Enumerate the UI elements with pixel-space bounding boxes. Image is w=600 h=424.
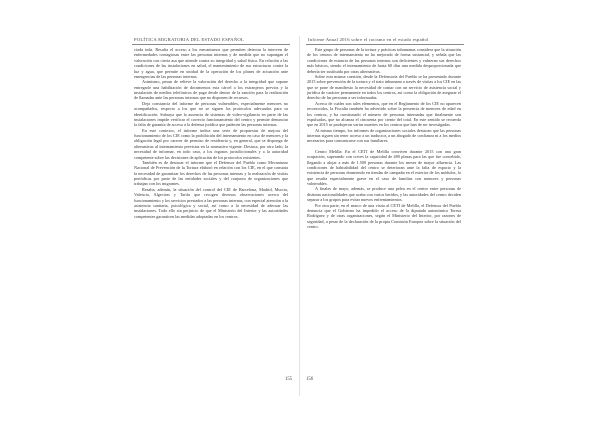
- right-page-number: 156: [306, 377, 314, 382]
- left-page-number: 155: [285, 377, 293, 382]
- right-paragraph: Al mismo tiempo, los informes de organizaciones sociales destacan que las personas internas siguen sin tener acceso a un traductor, a un abogado de confianza ni a los medios necesarios para comunicarse con sus familiares.: [307, 127, 461, 144]
- left-paragraph: También es de destacar el informe que el Defensor del Pueblo como Mecanismo Nacional de Prevención de la Tortura elaboró en relación con los CIE, en el que constata la necesidad de garantizar los derechos de las personas internas y la realización de visitas periódicas por parte de las entidades sociales y del conjunto de organizaciones que trabajan con los migrantes.: [134, 159, 288, 187]
- right-paragraph: Sobre esta misma cuestión, desde la Defensoría del Pueblo se ha presentado durante 2015 sobre prevención de la tortura y el trato inhumano a través de visitas a los CIE en las que se pone de manifiesto la necesidad de contar con un servicio de asistencia social y jurídica de carácter permanente en todos los centros, así como la obligación de asegurar el derecho de las personas a ser informadas.: [307, 73, 461, 101]
- right-body-text: [307, 47, 461, 229]
- left-paragraph: Deja constancia del informe de personas vulnerables, especialmente menores no acompañados, respecto a los que no se siguen los protocolos adecuados para su identificación. Subraya que la ausencia de sistemas de video-vigilancia en parte de las instalaciones impide verificar el correcto funcionamiento del centro y permite denunciar la falta de garantía de acceso a la defensa jurídica que padecen las personas internas.: [134, 100, 288, 128]
- right-paragraph: A finales de mayo, además, se produce una pelea en el centro entre personas de distintas nacionalidades que acaba con varios heridos, y las autoridades del centro deciden separar a los grupos para evitar nuevos enfrentamientos.: [307, 186, 461, 203]
- left-paragraph: Asimismo, pesan de relieve la valoración del derecho a la integridad que supone entregarle una habilitación de documentos esta cárcel a los extranjeros previos y la instalación de medios telefónicos de pago desde dentro de la sanción para la realización de llamadas ante las personas internas que no disponen de recursos.: [134, 79, 288, 101]
- left-paragraph: Resalta, además, la situación del control del CIE de Barcelona, Madrid, Murcia, Valencia, Algeciras y Tarifa que recogen diversas observaciones acerca del funcionamiento y los servicios prestados a las personas internas, con especial atención a la asistencia sanitaria, psicológica y social, así como a la necesidad de adecuar las instalaciones. Todo ello sin perjuicio de que el Ministerio del Interior y las autoridades competentes garanticen las medidas adoptadas en los centros.: [134, 186, 288, 219]
- left-running-head: POLÍTICA MIGRATORIA DEL ESTADO ESPAÑOL: [134, 37, 245, 42]
- right-paragraph: Por otra parte, en el marco de una visita al CETI de Melilla, el Defensor del Pueblo denuncia que el Gobierno ha impedido el acceso de la diputada autonómica Teresa Rodríguez y de otras organizaciones, según el Ministerio del Interior, por razones de seguridad, a pesar de la declaración de la propia Comisión Europea sobre la situación del centro.: [307, 202, 461, 229]
- right-running-head: Informe Anual 2016 sobre el racismo en el estado español: [308, 37, 429, 42]
- left-paragraph: En este contexto, el informe indica una serie de propuestas de mejora del funcionamiento de los CIE como la prohibición del internamiento en caso de menores y la obligación legal por carecer de permiso de residencia y, en general, que se disponga de alternativas al internamiento previstas en la normativa vigente. Destaca, por otro lado, la necesidad de informar, en todo caso, a los órganos jurisdiccionales y a la autoridad competente sobre las decisiones de aplicación de los protocolos existentes.: [134, 127, 288, 160]
- right-paragraph: Centro Melilla: En el CETI de Melilla conviven durante 2015 con una gran ocupación, superando con creces la capacidad de 480 plazas para las que fue concebido, llegando a alojar a más de 1.500 personas durante los meses de mayor afluencia. Las condiciones de habitabilidad del centro se deterioran ante la falta de espacio y la existencia de personas durmiendo en tiendas de campaña en el exterior de los módulos, lo que resulta especialmente grave en el caso de familias con menores y personas vulnerables.: [307, 148, 461, 186]
- left-body-text: [134, 47, 288, 219]
- right-paragraph: Acerca de cuáles son tales elementos, que en el Reglamento de los CIE no aparecen reconocidos, la Fiscalía también ha advertido sobre la presencia de menores de edad en los centros, y ha cuestionado el número de personas internadas que finalmente son expulsadas, que no alcanza el cincuenta por ciento del total. En este sentido se recuerda que en 2015 se produjeron varias muertes en los centros que han de ser investigadas.: [307, 100, 461, 128]
- left-header-rule: [132, 44, 290, 45]
- right-page: [300, 0, 600, 424]
- right-header-rule: [306, 44, 464, 45]
- right-paragraph: Este grupo de personas de la tortura y prácticas inhumanas considera que la situación de los centros de internamiento no ha mejorado de forma sustancial, y señala que las condiciones de estancia de las personas internas son deficientes y vulneran sus derechos más básicos, siendo el internamiento de hasta 60 días una medida desproporcionada que debería ser sustituida por otras alternativas.: [307, 47, 461, 74]
- left-paragraph: ciada toda. Resulta el acceso a los mecanismos que permiten detectar la interven de enfermedades contagiosas entre las personas internas y de medida que no supongan el valoración con cierta asa que atiende contra su integridad y salud física. En relación a las condiciones de las instalaciones en salud, el mantenimiento de sus estructuras contra la luz y agua, que permite en unidad de la operación de los planes de actuación ante emergencias de las personas internas.: [134, 47, 288, 79]
